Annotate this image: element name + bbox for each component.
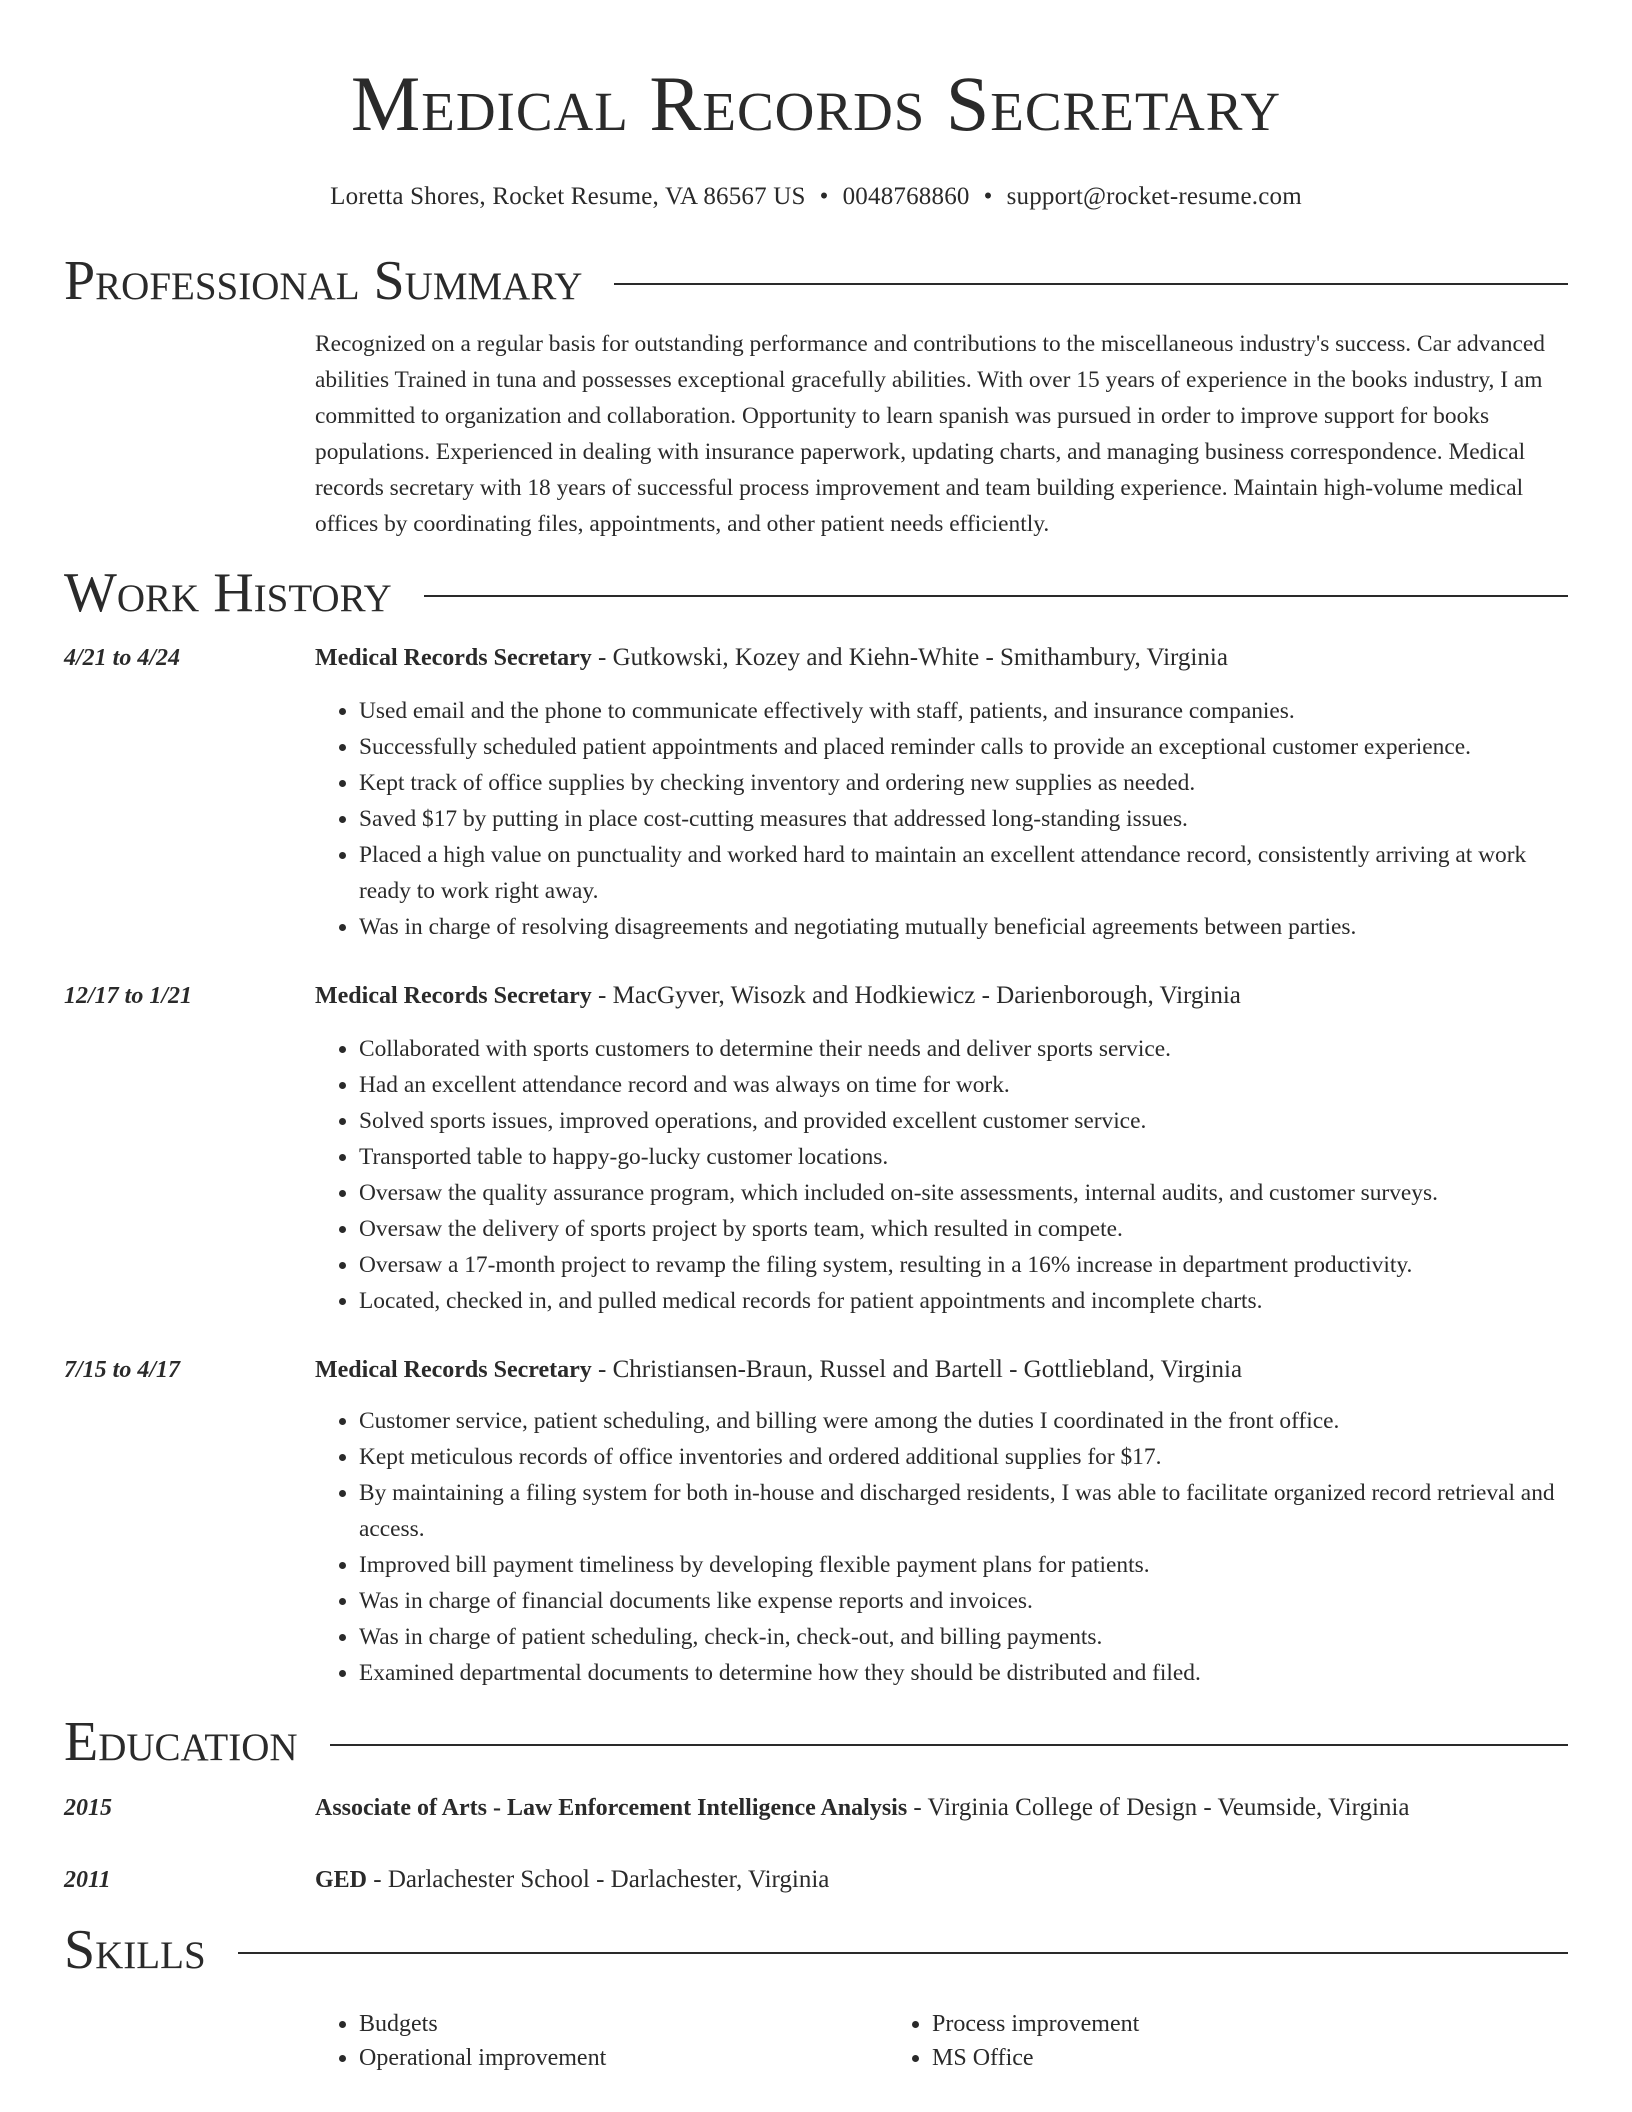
section-title-work-history: Work History (64, 562, 392, 624)
list-item: • Successfully scheduled patient appointments and placed reminder calls to provide an exceptional customer experience. (359, 729, 1568, 765)
resume-title: Medical Records Secretary (350, 60, 1282, 147)
job-body (315, 1353, 1568, 1691)
job-dates: 12/17 to 1/21 (64, 983, 193, 1009)
education-heading (315, 1863, 1568, 1897)
list-item: • Collaborated with sports customers to determine their needs and deliver sports service. (359, 1031, 1568, 1067)
job-title: Medical Records Secretary (315, 1357, 592, 1383)
list-item: • Oversaw a 17-month project to revamp the filing system, resulting in a 16% increase in department productivity. (359, 1247, 1568, 1283)
skill-item: • Budgets (359, 2007, 888, 2041)
job-details: - Christiansen-Braun, Russel and Bartell - Gottliebland, Virginia (591, 1356, 1243, 1383)
education-degree: Associate of Arts - Law Enforcement Intelligence Analysis (315, 1795, 908, 1821)
job-bullet-list (315, 693, 1568, 945)
skill-item: • Operational improvement (359, 2041, 888, 2075)
skills-section-header (64, 1919, 1568, 1981)
contact-phone: 0048768860 (842, 183, 970, 210)
list-item: • Was in charge of resolving disagreements and negotiating mutually beneficial agreements between parties. (359, 909, 1568, 945)
education-section-header (64, 1711, 1568, 1773)
summary-section-header (64, 250, 1568, 312)
contact-email[interactable]: support@rocket-resume.com (1006, 183, 1302, 210)
section-divider (424, 595, 1568, 597)
education-degree: GED (315, 1867, 368, 1893)
section-title-summary: Professional Summary (64, 250, 583, 312)
list-item: • Was in charge of patient scheduling, check-in, check-out, and billing payments. (359, 1619, 1568, 1655)
contact-separator: • (983, 183, 993, 210)
section-title-skills: Skills (64, 1919, 206, 1981)
work-section-header (64, 562, 1568, 624)
skills-list-right (888, 2007, 1568, 2075)
job-details: - MacGyver, Wisozk and Hodkiewicz - Darienborough, Virginia (591, 982, 1241, 1009)
job-entry (64, 979, 1568, 1319)
list-item: • Transported table to happy-go-lucky customer locations. (359, 1139, 1568, 1175)
job-bullet-list (315, 1403, 1568, 1691)
job-entry (64, 641, 1568, 945)
list-item: • Improved bill payment timeliness by developing flexible payment plans for patients. (359, 1547, 1568, 1583)
list-item: • Kept track of office supplies by checking inventory and ordering new supplies as needed. (359, 765, 1568, 801)
job-title: Medical Records Secretary (315, 983, 592, 1009)
education-details: - Virginia College of Design - Veumside, Virginia (907, 1794, 1410, 1821)
list-item: • Used email and the phone to communicate effectively with staff, patients, and insurance companies. (359, 693, 1568, 729)
list-item: • Was in charge of financial documents like expense reports and invoices. (359, 1583, 1568, 1619)
education-entry (64, 1863, 1568, 1897)
job-heading (315, 1353, 1568, 1387)
job-bullet-list (315, 1031, 1568, 1319)
education-year: 2015 (64, 1795, 112, 1821)
list-item: • Customer service, patient scheduling, and billing were among the duties I coordinated in the front office. (359, 1403, 1568, 1439)
section-divider (330, 1744, 1568, 1746)
job-entry (64, 1353, 1568, 1691)
skill-item: • MS Office (932, 2041, 1568, 2075)
list-item: • By maintaining a filing system for both in-house and discharged residents, I was able to facilitate organized record retrieval and access. (359, 1475, 1568, 1547)
list-item: • Oversaw the delivery of sports project by sports team, which resulted in compete. (359, 1211, 1568, 1247)
list-item: • Saved $17 by putting in place cost-cutting measures that addressed long-standing issues. (359, 801, 1568, 837)
list-item: • Located, checked in, and pulled medical records for patient appointments and incomplete charts. (359, 1283, 1568, 1319)
contact-separator: • (819, 183, 829, 210)
summary-text: Recognized on a regular basis for outstanding performance and contributions to the miscellaneous industry's success. Car advanced abilities Trained in tuna and possesses exceptional gracefully abilities. With over 15 years of experience in the books industry, I am committed to organization and collaboration. Opportunity to learn spanish was pursued in order to improve support for books populations. Experienced in dealing with insurance paperwork, updating charts, and managing business correspondence. Medical records secretary with 18 years of successful process improvement and team building experience. Maintain high-volume medical offices by coordinating files, appointments, and other patient needs efficiently. (315, 331, 1545, 537)
job-heading (315, 641, 1568, 675)
skills-list-left (315, 2007, 888, 2075)
education-details: - Darlachester School - Darlachester, Virginia (367, 1866, 830, 1893)
education-year: 2011 (64, 1867, 111, 1893)
section-divider (238, 1952, 1568, 1954)
job-details: - Gutkowski, Kozey and Kiehn-White - Smithambury, Virginia (591, 644, 1228, 671)
list-item: • Examined departmental documents to determine how they should be distributed and filed. (359, 1655, 1568, 1691)
job-dates: 7/15 to 4/17 (64, 1357, 181, 1383)
education-heading (315, 1791, 1568, 1825)
contact-line (64, 182, 1568, 212)
contact-address: Loretta Shores, Rocket Resume, VA 86567 US (330, 183, 806, 210)
list-item: • Placed a high value on punctuality and worked hard to maintain an excellent attendance record, consistently arriving at work ready to work right away. (359, 837, 1568, 909)
section-title-education: Education (64, 1711, 298, 1773)
skill-item: • Process improvement (932, 2007, 1568, 2041)
section-divider (614, 283, 1568, 285)
list-item: • Had an excellent attendance record and was always on time for work. (359, 1067, 1568, 1103)
job-title: Medical Records Secretary (315, 645, 592, 671)
job-body (315, 641, 1568, 945)
education-entry (64, 1791, 1568, 1825)
list-item: • Solved sports issues, improved operations, and provided excellent customer service. (359, 1103, 1568, 1139)
list-item: • Kept meticulous records of office inventories and ordered additional supplies for $17. (359, 1439, 1568, 1475)
job-heading (315, 979, 1568, 1013)
list-item: • Oversaw the quality assurance program, which included on-site assessments, internal audits, and customer surveys. (359, 1175, 1568, 1211)
skills-columns (315, 2007, 1568, 2075)
job-dates: 4/21 to 4/24 (64, 645, 181, 671)
job-body (315, 979, 1568, 1319)
